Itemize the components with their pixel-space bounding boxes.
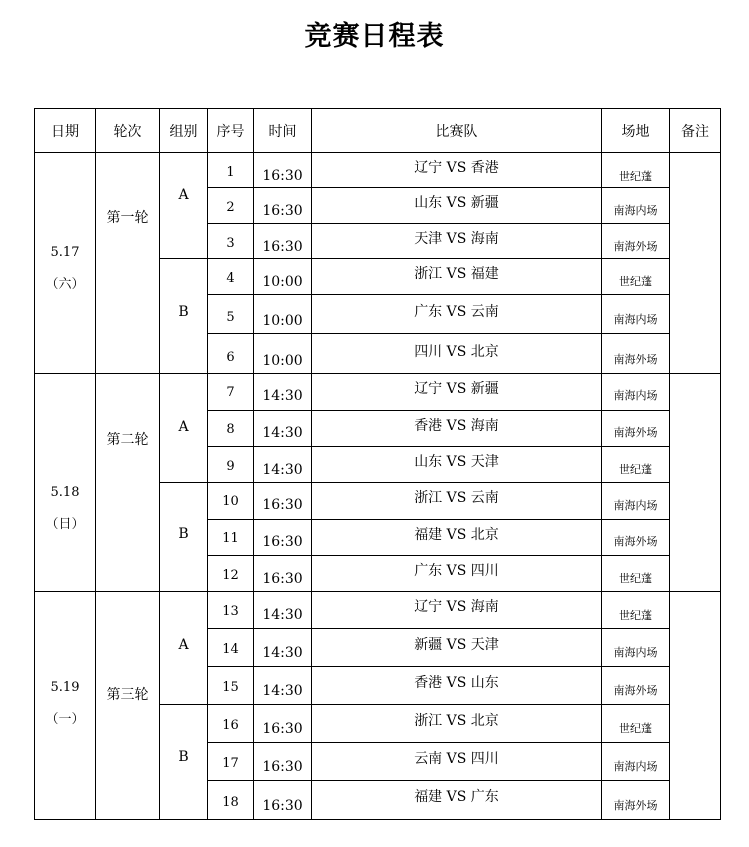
match-teams: 山东 VS 天津 [312,447,602,483]
match-number: 6 [208,334,254,374]
match-venue: 南海内场 [602,188,670,224]
table-row [35,374,721,411]
match-time: 16:30 [254,705,312,743]
match-venue: 南海外场 [602,334,670,374]
match-time: 14:30 [254,447,312,483]
match-number: 18 [208,781,254,820]
schedule-body [35,153,721,820]
match-number: 8 [208,411,254,447]
match-teams: 云南 VS 四川 [312,743,602,781]
match-venue: 南海内场 [602,743,670,781]
date-cell [35,592,96,820]
date-text: 5.18 [50,485,80,500]
match-time: 16:30 [254,781,312,820]
match-venue: 南海内场 [602,629,670,667]
weekday-text: （日） [45,517,85,532]
match-venue: 南海外场 [602,667,670,705]
match-venue: 南海外场 [602,781,670,820]
match-number: 12 [208,556,254,592]
schedule-table [34,108,721,820]
match-venue: 南海内场 [602,374,670,411]
match-time: 14:30 [254,667,312,705]
match-teams: 浙江 VS 北京 [312,705,602,743]
group-cell: A [160,374,208,483]
match-time: 10:00 [254,259,312,295]
header-row [35,109,721,153]
note-cell [670,592,721,820]
match-number: 3 [208,224,254,259]
match-teams: 四川 VS 北京 [312,334,602,374]
page-title: 竞赛日程表 [304,21,445,52]
header-date: 日期 [35,109,96,153]
round-cell: 第一轮 [96,153,160,374]
header-num: 序号 [208,109,254,153]
match-venue: 世纪蓬 [602,556,670,592]
match-time: 16:30 [254,188,312,224]
group-cell: A [160,153,208,259]
note-cell [670,374,721,592]
match-time: 14:30 [254,411,312,447]
match-teams: 广东 VS 四川 [312,556,602,592]
round-cell: 第二轮 [96,374,160,592]
match-time: 14:30 [254,592,312,629]
group-cell: A [160,592,208,705]
header-time: 时间 [254,109,312,153]
match-time: 16:30 [254,556,312,592]
group-cell: B [160,483,208,592]
match-teams: 香港 VS 山东 [312,667,602,705]
match-time: 14:30 [254,374,312,411]
match-teams: 辽宁 VS 海南 [312,592,602,629]
match-teams: 浙江 VS 福建 [312,259,602,295]
match-teams: 新疆 VS 天津 [312,629,602,667]
round-cell: 第三轮 [96,592,160,820]
table-row [35,153,721,188]
match-number: 5 [208,295,254,334]
match-time: 16:30 [254,224,312,259]
header-group: 组别 [160,109,208,153]
match-time: 16:30 [254,153,312,188]
match-venue: 南海外场 [602,224,670,259]
group-cell: B [160,259,208,374]
match-teams: 山东 VS 新疆 [312,188,602,224]
match-venue: 世纪蓬 [602,592,670,629]
match-number: 11 [208,520,254,556]
match-number: 7 [208,374,254,411]
match-teams: 天津 VS 海南 [312,224,602,259]
match-number: 1 [208,153,254,188]
header-note: 备注 [670,109,721,153]
match-number: 15 [208,667,254,705]
header-teams: 比赛队 [312,109,602,153]
match-teams: 广东 VS 云南 [312,295,602,334]
date-cell [35,153,96,374]
match-venue: 南海内场 [602,483,670,520]
header-round: 轮次 [96,109,160,153]
match-time: 16:30 [254,520,312,556]
match-time: 10:00 [254,334,312,374]
match-time: 16:30 [254,743,312,781]
weekday-text: （一） [45,712,85,727]
match-teams: 辽宁 VS 香港 [312,153,602,188]
header-venue: 场地 [602,109,670,153]
date-cell [35,374,96,592]
weekday-text: （六） [45,277,85,292]
match-venue: 南海内场 [602,295,670,334]
match-teams: 福建 VS 北京 [312,520,602,556]
match-number: 9 [208,447,254,483]
note-cell [670,153,721,374]
match-teams: 辽宁 VS 新疆 [312,374,602,411]
match-time: 10:00 [254,295,312,334]
match-number: 4 [208,259,254,295]
date-text: 5.17 [50,245,80,260]
group-cell: B [160,705,208,820]
match-venue: 世纪蓬 [602,705,670,743]
match-teams: 福建 VS 广东 [312,781,602,820]
match-venue: 南海外场 [602,520,670,556]
match-number: 17 [208,743,254,781]
match-venue: 世纪蓬 [602,447,670,483]
match-teams: 浙江 VS 云南 [312,483,602,520]
match-venue: 世纪蓬 [602,153,670,188]
match-number: 16 [208,705,254,743]
date-text: 5.19 [50,680,80,695]
match-number: 10 [208,483,254,520]
match-number: 13 [208,592,254,629]
match-venue: 世纪蓬 [602,259,670,295]
match-venue: 南海外场 [602,411,670,447]
table-row [35,592,721,629]
match-number: 14 [208,629,254,667]
match-teams: 香港 VS 海南 [312,411,602,447]
match-time: 14:30 [254,629,312,667]
match-time: 16:30 [254,483,312,520]
match-number: 2 [208,188,254,224]
